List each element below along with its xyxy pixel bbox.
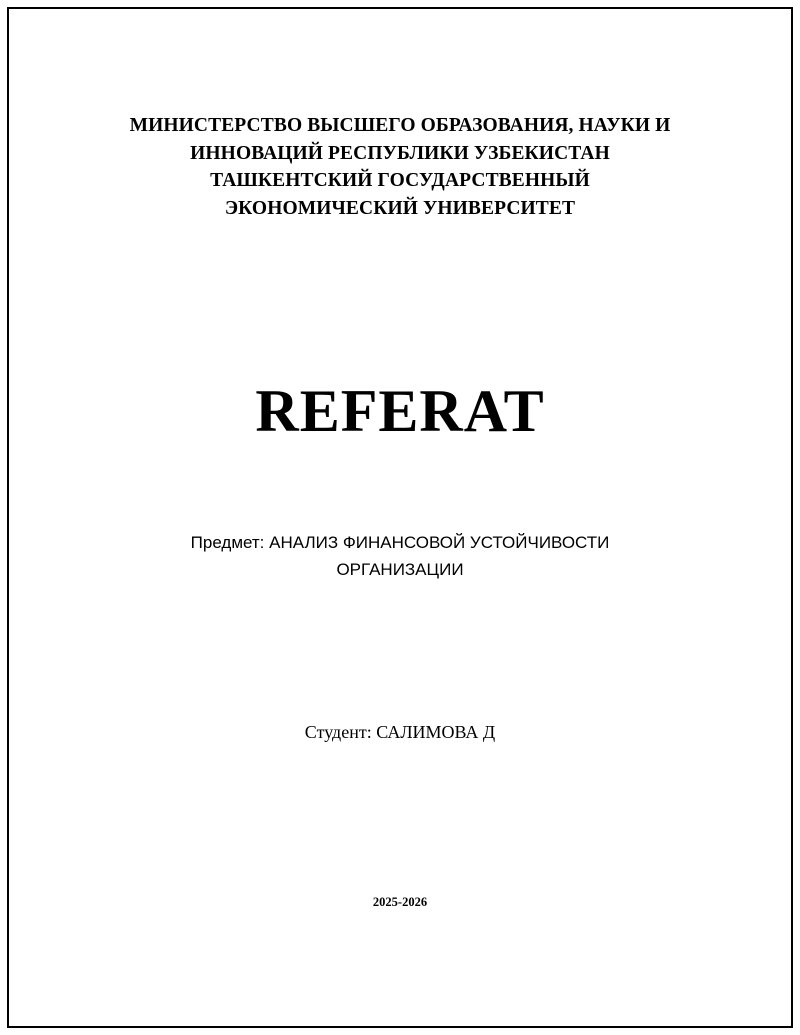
institution-line-3: ТАШКЕНТСКИЙ ГОСУДАРСТВЕННЫЙ (210, 170, 590, 192)
subject-section (60, 529, 740, 584)
document-title: REFERAT (255, 377, 545, 444)
institution-line-1: МИНИСТЕРСТВО ВЫСШЕГО ОБРАЗОВАНИЯ, НАУКИ И (129, 115, 671, 136)
institution-line-4: ЭКОНОМИЧЕСКИЙ УНИВЕРСИТЕТ (224, 198, 576, 220)
subject-line-2: ОРГАНИЗАЦИИ (336, 560, 464, 580)
subject-line-1: Предмет: АНАЛИЗ ФИНАНСОВОЙ УСТОЙЧИВОСТИ (190, 532, 610, 552)
institution-line-2: ИННОВАЦИЙ РЕСПУБЛИКИ УЗБЕКИСТАН (190, 142, 610, 164)
page-content (60, 0, 740, 1035)
student-name: Студент: САЛИМОВА Д (304, 721, 496, 742)
academic-year: 2025-2026 (372, 894, 428, 909)
institution-header (60, 112, 740, 223)
